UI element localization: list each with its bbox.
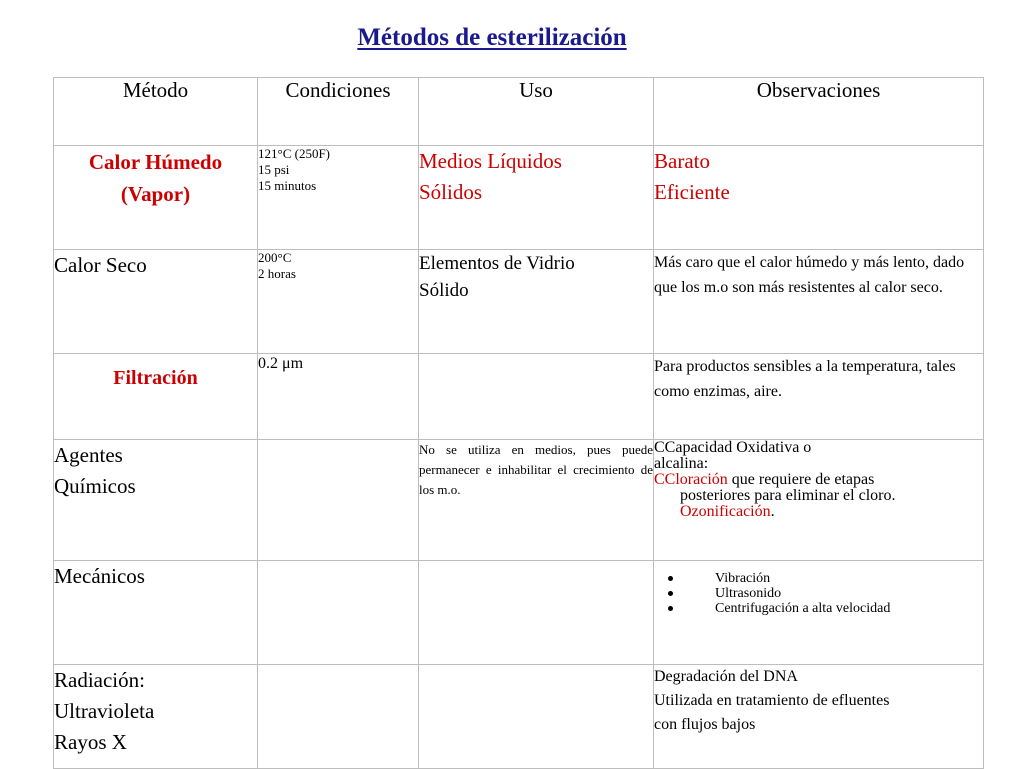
list-item [668,601,983,616]
sterilization-methods-table [53,77,984,769]
uso-cell [419,561,654,665]
observacion-line: Eficiente [654,180,730,204]
table-row [54,250,984,354]
metodo-line: Calor Seco [54,253,147,277]
uso-line: Sólido [419,280,469,301]
metodo-cell [54,354,258,440]
uso-cell: No se utiliza en medios, pues puede permanecer e inhabilitar el crecimiento de los m.o. [419,440,654,561]
list-item-text: Centrifugación a alta velocidad [715,601,891,616]
observacion-line: Barato [654,149,710,173]
metodo-line: Calor Húmedo [88,150,223,174]
observaciones-cell: Para productos sensibles a la temperatura, tales como enzimas, aire. [654,354,984,440]
uso-cell [419,250,654,354]
uso-line: Medios Líquidos [419,149,562,173]
table-row [54,354,984,440]
metodo-line: Mecánicos [54,564,145,588]
observacion-line: CCapacidad Oxidativa o [654,439,812,456]
uso-cell [419,665,654,769]
cloracion-term: CCloración [654,471,728,488]
metodo-line: (Vapor) [120,182,191,206]
bullet-icon [668,591,673,596]
condicion-line: 121°C (250F) [258,146,331,161]
condicion-line: 15 minutos [258,178,317,193]
observaciones-cell [654,561,984,665]
bullet-icon [668,606,673,611]
observacion-line: Utilizada en tratamiento de efluentes [654,692,890,709]
table-row [54,440,984,561]
condicion-line: 200°C [258,250,292,265]
condiciones-cell [258,354,419,440]
header-observaciones: Observaciones [654,78,984,146]
observacion-line [654,472,983,488]
cloracion-rest: que requiere de etapas [727,471,875,488]
observacion-line [654,504,983,520]
metodo-line: Rayos X [54,730,127,754]
condicion-line: 15 psi [258,162,290,177]
condiciones-cell [258,440,419,561]
uso-cell [419,146,654,250]
observaciones-cell [654,146,984,250]
observaciones-cell [654,665,984,769]
table-row [54,561,984,665]
list-item-text: Ultrasonido [715,586,782,601]
list-item [668,586,983,601]
metodo-line: Radiación: [54,668,145,692]
header-metodo: Método [54,78,258,146]
ozonificacion-term: Ozonificación [680,503,771,520]
condicion-line: 2 horas [258,266,296,281]
metodo-cell [54,440,258,561]
uso-cell [419,354,654,440]
bullet-list [654,561,983,616]
metodo-cell [54,561,258,665]
observacion-line: con flujos bajos [654,716,756,733]
observacion-line: posteriores para eliminar el cloro. [680,487,896,504]
metodo-cell [54,250,258,354]
ozonificacion-rest: . [770,503,775,520]
condiciones-cell [258,665,419,769]
condiciones-cell [258,250,419,354]
condiciones-cell [258,146,419,250]
uso-line: Elementos de Vidrio [419,253,575,274]
list-item-text: Vibración [715,571,771,586]
condiciones-cell [258,561,419,665]
observacion-line: Degradación del DNA [654,668,798,685]
slide-title: Métodos de esterilización [357,24,627,51]
condicion-line: 0.2 μm [258,355,304,372]
metodo-cell [54,146,258,250]
header-uso: Uso [419,78,654,146]
table-row [54,146,984,250]
header-condiciones: Condiciones [258,78,419,146]
bullet-icon [668,576,673,581]
metodo-line: Agentes [54,443,123,467]
metodo-line: Ultravioleta [54,699,155,723]
metodo-cell [54,665,258,769]
metodo-line: Químicos [54,474,136,498]
table-header-row [54,78,984,146]
metodo-line: Filtración [113,367,198,389]
observaciones-cell: Más caro que el calor húmedo y más lento, dado que los m.o son más resistentes al calor seco. [654,250,984,354]
uso-line: Sólidos [419,180,483,204]
observacion-line: alcalina: [654,455,709,472]
list-item [668,571,983,586]
observaciones-cell [654,440,984,561]
table-row [54,665,984,769]
